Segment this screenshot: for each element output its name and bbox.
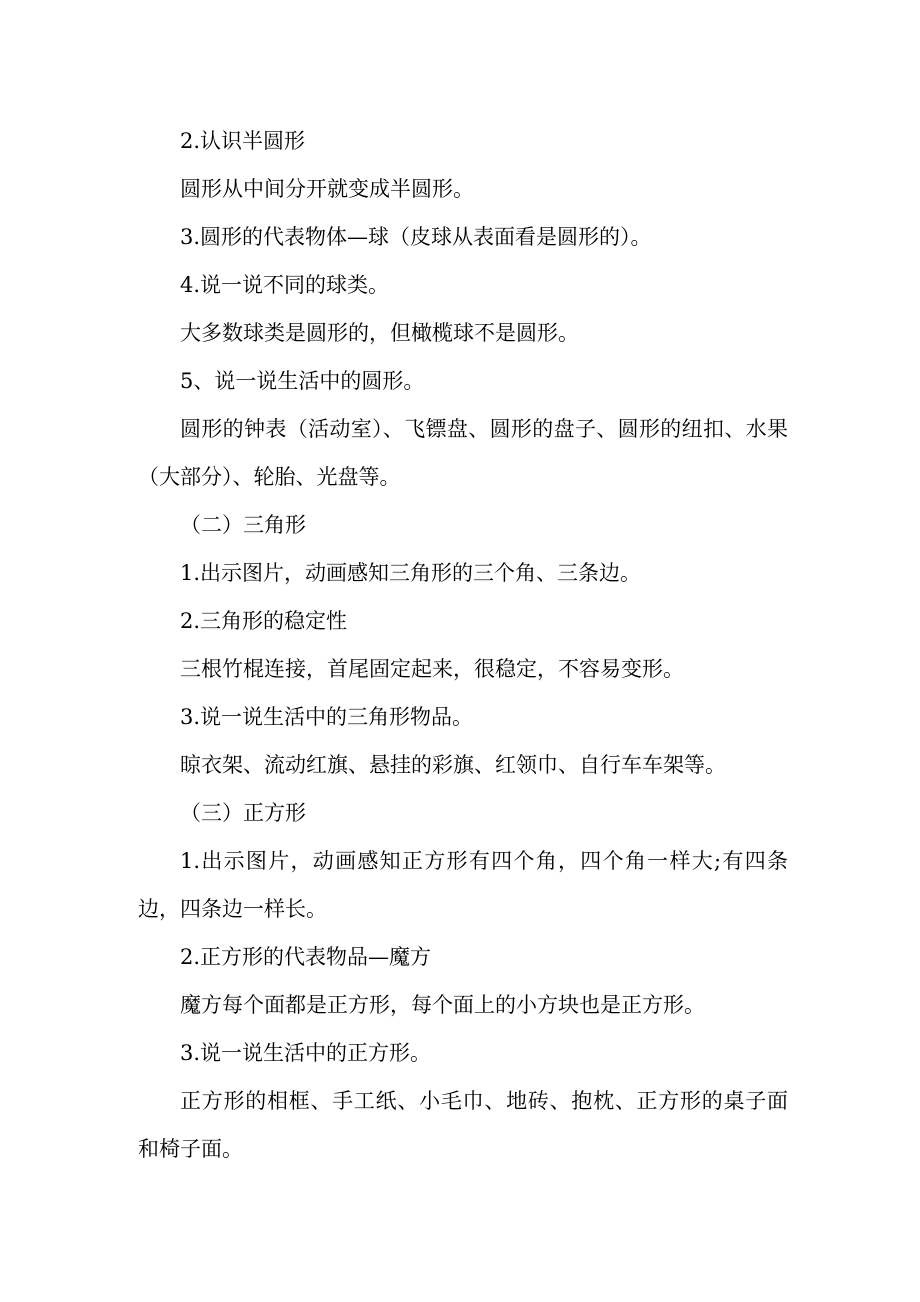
paragraph-circles-in-life-heading: 5、说一说生活中的圆形。 xyxy=(180,369,425,393)
section-triangle-heading: （二）三角形 xyxy=(180,513,306,537)
paragraph-square-representative: 2.正方形的代表物品—魔方 xyxy=(180,945,432,969)
paragraph-triangle-stability-heading: 2.三角形的稳定性 xyxy=(180,609,348,633)
paragraph-semicircle-text: 圆形从中间分开就变成半圆形。 xyxy=(180,177,474,201)
paragraph-triangles-in-life-text: 晾衣架、流动红旗、悬挂的彩旗、红领巾、自行车车架等。 xyxy=(180,753,726,777)
section-square-heading: （三）正方形 xyxy=(180,801,306,825)
paragraph-squares-in-life-text: 正方形的相框、手工纸、小毛巾、地砖、抱枕、正方形的桌子面和椅子面。 xyxy=(138,1089,788,1161)
paragraph-semicircle-heading: 2.认识半圆形 xyxy=(180,129,306,153)
paragraph-circles-in-life-text: 圆形的钟表（活动室）、飞镖盘、圆形的盘子、圆形的纽扣、水果（大部分）、轮胎、光盘等。 xyxy=(138,417,788,489)
paragraph-ball-types-text: 大多数球类是圆形的，但橄榄球不是圆形。 xyxy=(180,321,579,345)
paragraph-squares-in-life-heading: 3.说一说生活中的正方形。 xyxy=(180,1041,432,1065)
paragraph-triangle-stability-text: 三根竹棍连接，首尾固定起来，很稳定，不容易变形。 xyxy=(180,657,684,681)
paragraph-circle-representative: 3.圆形的代表物体—球（皮球从表面看是圆形的）。 xyxy=(180,225,652,249)
paragraph-ball-types-heading: 4.说一说不同的球类。 xyxy=(180,273,390,297)
paragraph-square-rubiks-text: 魔方每个面都是正方形，每个面上的小方块也是正方形。 xyxy=(180,993,705,1017)
document-body xyxy=(138,117,788,1173)
paragraph-triangle-intro: 1.出示图片，动画感知三角形的三个角、三条边。 xyxy=(180,561,642,585)
paragraph-triangles-in-life-heading: 3.说一说生活中的三角形物品。 xyxy=(180,705,474,729)
paragraph-square-intro: 1.出示图片，动画感知正方形有四个角，四个角一样大;有四条边，四条边一样长。 xyxy=(138,849,788,921)
